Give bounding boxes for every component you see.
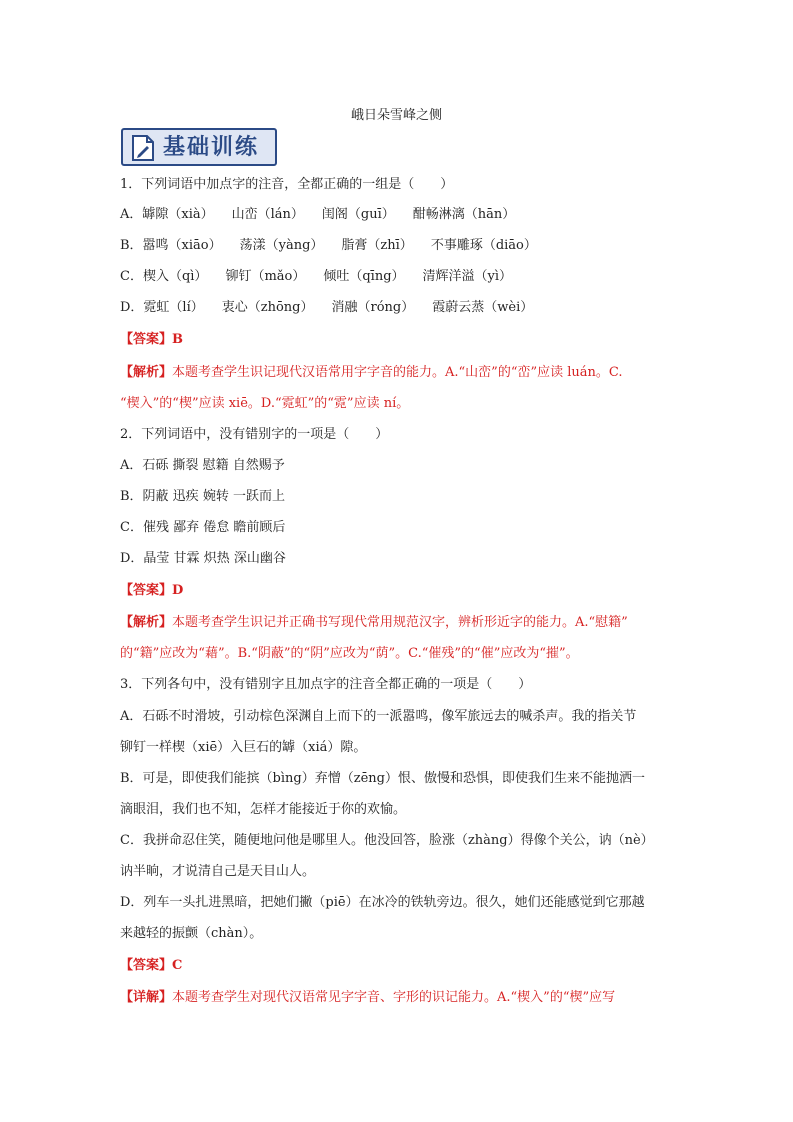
- q2-analysis-line-1: 【解析】本题考查学生识记并正确书写现代常用规范汉字，辨析形近字的能力。A.“慰籍”: [120, 615, 628, 630]
- banner-label: 基础训练: [163, 135, 260, 160]
- q3-option-c-line-2: 讷半晌，才说清自己是天目山人。: [120, 864, 316, 879]
- document-pencil-icon: [128, 133, 158, 163]
- q2-option-b: B．阴蔽 迅疾 婉转 一跃而上: [120, 489, 285, 504]
- q2-option-d: D．晶莹 甘霖 炽热 深山幽谷: [120, 551, 286, 566]
- q1-option-d: D．霓虹（lí） 衷心（zhōng） 消融（róng） 霞蔚云蒸（wèi）: [120, 300, 534, 315]
- q3-option-d-line-2: 来越轻的振颤（chàn）。: [120, 926, 263, 941]
- q1-option-b: B．嚣鸣（xiāo） 荡漾（yàng） 脂膏（zhī） 不事雕琢（diāo）: [120, 238, 537, 253]
- q3-stem: 3．下列各句中，没有错别字且加点字的注音全都正确的一项是（ ）: [120, 677, 532, 692]
- q3-detail-line-1: 【详解】本题考查学生对现代汉语常见字字音、字形的识记能力。A.“楔入”的“楔”应写: [120, 990, 616, 1005]
- q3-option-a-line-1: A．石砾不时滑坡，引动棕色深渊自上而下的一派嚣鸣，像军旅远去的喊杀声。我的指关节: [120, 709, 637, 724]
- q3-option-b-line-2: 滴眼泪，我们也不知，怎样才能接近于你的欢愉。: [120, 802, 407, 817]
- q1-analysis-line-2: “楔入”的“楔”应读 xiē。D.“霓虹”的“霓”应读 ní。: [120, 396, 410, 411]
- q1-option-a: A．罅隙（xià） 山峦（lán） 闺阁（guī） 酣畅淋漓（hān）: [120, 207, 516, 222]
- q2-analysis-line-2: 的“籍”应改为“藉”。B.“阴蔽”的“阴”应改为“荫”。C.“催残”的“催”应改为“摧”。: [120, 646, 579, 661]
- q2-option-a: A．石砾 撕裂 慰籍 自然赐予: [120, 458, 285, 473]
- q2-answer: 【答案】D: [120, 583, 184, 598]
- page-title: 峨日朵雪峰之侧: [350, 108, 442, 123]
- q3-option-a-line-2: 铆钉一样楔（xiē）入巨石的罅（xiá）隙。: [120, 740, 367, 755]
- q3-option-d-line-1: D．列车一头扎进黑暗，把她们撇（piē）在冰冷的铁轨旁边。很久，她们还能感觉到它那越: [120, 895, 645, 910]
- q3-option-b-line-1: B．可是，即使我们能摈（bìng）弃憎（zēng）恨、傲慢和恐惧，即使我们生来不能抛洒一: [120, 771, 645, 786]
- q3-answer: 【答案】C: [120, 958, 183, 973]
- q2-stem: 2．下列词语中，没有错别字的一项是（ ）: [120, 427, 389, 442]
- q2-option-c: C．催残 鄙弃 倦怠 瞻前顾后: [120, 520, 286, 535]
- q1-option-c: C．楔入（qì） 铆钉（mǎo） 倾吐（qīng） 清辉洋溢（yì）: [120, 269, 513, 284]
- q1-analysis-line-1: 【解析】本题考查学生识记现代汉语常用字字音的能力。A.“山峦”的“峦”应读 luán。C.: [120, 365, 623, 380]
- q1-stem: 1．下列词语中加点字的注音，全都正确的一组是（ ）: [120, 177, 454, 192]
- q1-answer: 【答案】B: [120, 332, 184, 347]
- q3-option-c-line-1: C．我拼命忍住笑，随便地问他是哪里人。他没回答，脸涨（zhàng）得像个关公，讷（nè）: [120, 833, 654, 848]
- section-banner: [121, 128, 277, 166]
